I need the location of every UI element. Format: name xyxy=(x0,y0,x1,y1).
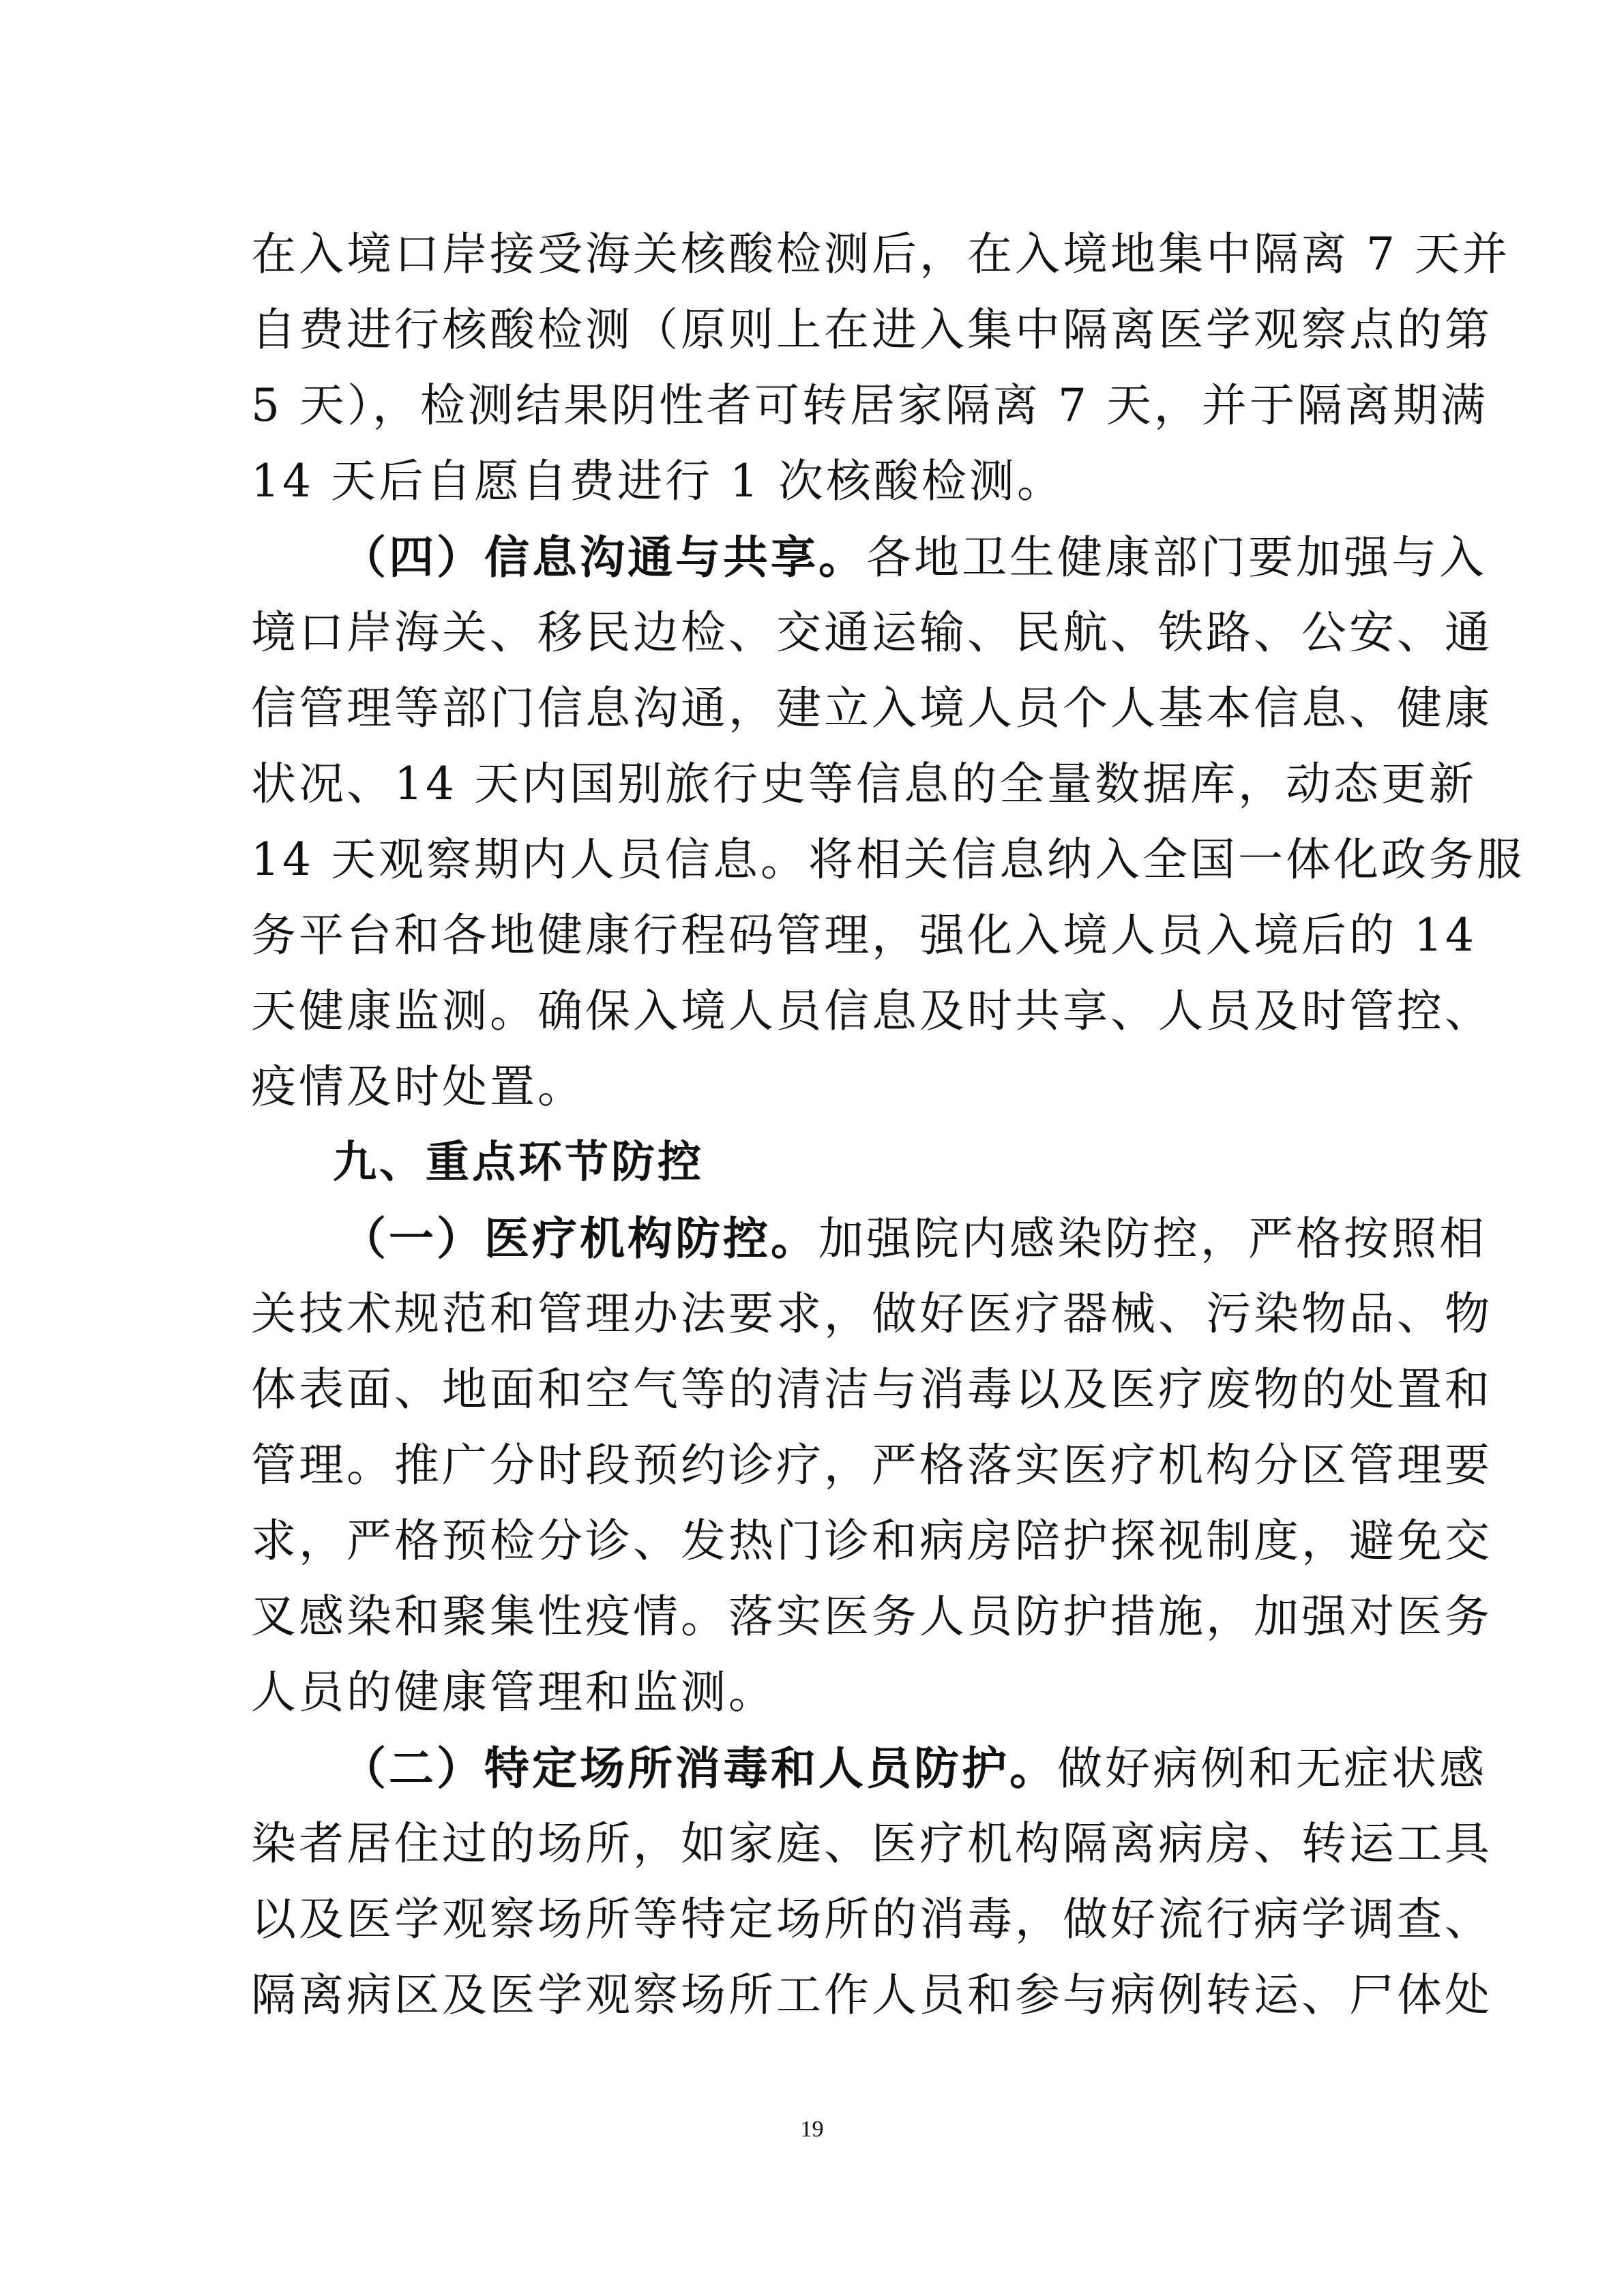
body-line: 染者居住过的场所，如家庭、医疗机构隔离病房、转运工具 xyxy=(251,1817,1492,1870)
paragraph-first-line xyxy=(341,1727,1487,1809)
section-lead: （一）医疗机构防控。 xyxy=(341,1212,818,1265)
body-line: 在入境口岸接受海关核酸检测后，在入境地集中隔离 7 天并 xyxy=(251,228,1510,280)
body-line: 隔离病区及医学观察场所工作人员和参与病例转运、尸体处 xyxy=(251,1969,1492,2021)
body-line: 天健康监测。确保入境人员信息及时共享、人员及时管控、 xyxy=(251,985,1492,1037)
body-line: 体表面、地面和空气等的清洁与消毒以及医疗废物的处置和 xyxy=(251,1363,1492,1416)
body-line: 关技术规范和管理办法要求，做好医疗器械、污染物品、物 xyxy=(251,1287,1492,1340)
body-line: 求，严格预检分诊、发热门诊和病房陪护探视制度，避免交 xyxy=(251,1515,1492,1567)
body-line: 5 天），检测结果阴性者可转居家隔离 7 天，并于隔离期满 xyxy=(251,379,1488,432)
paragraph-text: 各地卫生健康部门要加强与入 xyxy=(866,531,1487,584)
paragraph-first-line xyxy=(341,516,1487,598)
body-line: 疫情及时处置。 xyxy=(251,1060,585,1113)
body-line: 人员的健康管理和监测。 xyxy=(251,1666,776,1718)
body-line: 管理。推广分时段预约诊疗，严格落实医疗机构分区管理要 xyxy=(251,1439,1492,1491)
paragraph-text: 加强院内感染防控，严格按照相 xyxy=(818,1212,1487,1265)
body-line: 自费进行核酸检测（原则上在进入集中隔离医学观察点的第 xyxy=(251,303,1492,356)
body-line: 信管理等部门信息沟通，建立入境人员个人基本信息、健康 xyxy=(251,682,1492,734)
body-line: 以及医学观察场所等特定场所的消毒，做好流行病学调查、 xyxy=(251,1893,1492,1945)
body-line: 14 天后自愿自费进行 1 次核酸检测。 xyxy=(251,455,1065,507)
body-line: 务平台和各地健康行程码管理，强化入境人员入境后的 14 xyxy=(251,909,1477,961)
body-line: 叉感染和聚集性疫情。落实医务人员防护措施，加强对医务 xyxy=(251,1590,1492,1643)
body-line: 状况、14 天内国别旅行史等信息的全量数据库，动态更新 xyxy=(251,758,1477,810)
body-line: 境口岸海关、移民边检、交通运输、民航、铁路、公安、通 xyxy=(251,606,1492,659)
body-line: 14 天观察期内人员信息。将相关信息纳入全国一体化政务服 xyxy=(251,833,1524,886)
paragraph-first-line xyxy=(341,1197,1487,1279)
section-lead: （二）特定场所消毒和人员防护。 xyxy=(341,1742,1057,1795)
paragraph-text: 做好病例和无症状感 xyxy=(1057,1742,1487,1795)
page-number: 19 xyxy=(800,2117,824,2142)
section-lead: （四）信息沟通与共享。 xyxy=(341,531,866,584)
section-heading: 九、重点环节防控 xyxy=(333,1137,704,1188)
